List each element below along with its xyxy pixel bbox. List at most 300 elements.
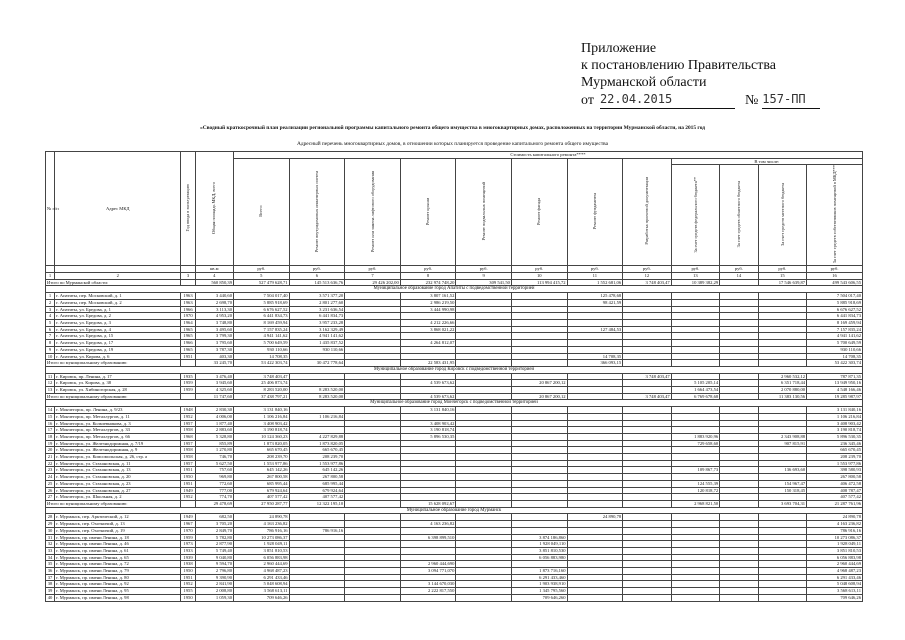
- table-cell: 37: [46, 574, 55, 581]
- table-cell: 4 953,20: [195, 313, 233, 320]
- table-cell: [456, 320, 512, 327]
- table-cell: [400, 447, 456, 454]
- table-cell: 1963: [181, 293, 195, 300]
- table-row: [46, 333, 863, 340]
- table-cell: [671, 454, 720, 461]
- table-cell: [720, 380, 758, 387]
- table-cell: 20: [46, 447, 55, 454]
- header-line-1: Приложение: [581, 41, 657, 56]
- table-cell: 3 131 840,16: [807, 407, 863, 414]
- table-cell: 1959: [181, 380, 195, 387]
- address-cell: г. Апатиты, ул. Бредова, д. 15: [55, 333, 181, 340]
- table-cell: [671, 554, 720, 561]
- table-cell: [623, 313, 672, 320]
- table-row: [46, 541, 863, 548]
- table-cell: 4 941 141,62: [807, 333, 863, 340]
- table-cell: 907 815,91: [758, 440, 807, 447]
- table-cell: 9 040,80: [195, 554, 233, 561]
- table-cell: 35: [46, 561, 55, 568]
- total-label: Итого по Мурманской области:: [46, 279, 181, 286]
- total-cell: [456, 500, 512, 507]
- table-cell: [511, 494, 567, 501]
- table-cell: [345, 427, 401, 434]
- table-cell: 1959: [181, 387, 195, 394]
- address-cell: г. Мончегорск, ул. Железнодорожная, д. 7/19: [55, 440, 181, 447]
- table-cell: [511, 433, 567, 440]
- table-cell: 17: [46, 427, 55, 434]
- table-cell: 26: [46, 487, 55, 494]
- table-cell: 3 476,40: [195, 373, 233, 380]
- table-cell: [720, 534, 758, 541]
- table-cell: [567, 420, 623, 427]
- total-cell: [181, 393, 195, 400]
- col-header-basement: Ремонт подвальных помещений: [480, 181, 486, 241]
- table-cell: [345, 594, 401, 601]
- table-cell: [671, 313, 720, 320]
- table-cell: [720, 413, 758, 420]
- table-cell: 1965: [181, 346, 195, 353]
- table-row: [46, 474, 863, 481]
- table-cell: [456, 521, 512, 528]
- table-cell: [400, 454, 456, 461]
- table-cell: 3 568 613,11: [234, 588, 290, 595]
- table-cell: 6 056 883,980: [511, 554, 567, 561]
- table-cell: 1957: [181, 440, 195, 447]
- municipality-name: Муниципальное образование город Кировск с подведомственной территорией: [46, 366, 863, 373]
- column-numbers-row: [46, 273, 863, 280]
- table-cell: [567, 574, 623, 581]
- table-cell: 1951: [181, 574, 195, 581]
- total-cell: 27 950 287,77: [234, 500, 290, 507]
- table-cell: 3 705,20: [195, 521, 233, 528]
- table-cell: 1951: [181, 480, 195, 487]
- table-cell: 685 995,44: [289, 480, 345, 487]
- table-cell: [671, 561, 720, 568]
- table-cell: [720, 467, 758, 474]
- table-cell: [511, 326, 567, 333]
- table-cell: [567, 313, 623, 320]
- table-cell: [511, 333, 567, 340]
- table-cell: 3 444 990,98: [400, 306, 456, 313]
- table-cell: [720, 554, 758, 561]
- table-cell: [345, 480, 401, 487]
- table-cell: [758, 420, 807, 427]
- table-cell: [456, 454, 512, 461]
- table-cell: [623, 387, 672, 394]
- table-cell: 2 883,60: [195, 427, 233, 434]
- table-cell: 124 555,39: [671, 480, 720, 487]
- table-cell: [400, 353, 456, 360]
- total-cell: [456, 360, 512, 367]
- table-cell: [345, 333, 401, 340]
- table-cell: [456, 326, 512, 333]
- total-cell: 29 426 202,00: [345, 279, 401, 286]
- table-cell: 4 325,60: [195, 387, 233, 394]
- table-cell: [400, 541, 456, 548]
- table-cell: 1 553 977,86: [289, 460, 345, 467]
- table-cell: 1950: [181, 474, 195, 481]
- address-cell: г. Мончегорск, ул. Кольчевникова, д. 3: [55, 420, 181, 427]
- unit-cell: руб.: [671, 266, 720, 273]
- table-cell: [720, 333, 758, 340]
- table-cell: [400, 494, 456, 501]
- table-cell: 1 903 938,910: [511, 581, 567, 588]
- table-cell: [456, 514, 512, 521]
- table-cell: 208 239,70: [234, 454, 290, 461]
- table-cell: 2 698,70: [195, 299, 233, 306]
- table-cell: 15: [46, 413, 55, 420]
- table-cell: [758, 561, 807, 568]
- address-cell: г. Мурманск, пр. имени Ленина, д. 61: [55, 547, 181, 554]
- total-label: Итого по муниципальному образованию:: [46, 360, 181, 367]
- table-cell: 408 787,47: [807, 487, 863, 494]
- table-cell: 1950: [181, 568, 195, 575]
- table-cell: 3 799,30: [195, 333, 233, 340]
- table-cell: [456, 447, 512, 454]
- table-cell: 1 106 216,84: [234, 413, 290, 420]
- table-cell: 4 968 487,23: [807, 568, 863, 575]
- table-cell: 1951: [181, 353, 195, 360]
- table-cell: [289, 594, 345, 601]
- table-cell: [720, 407, 758, 414]
- col-header-total: Всего:: [258, 205, 264, 218]
- table-cell: [345, 380, 401, 387]
- table-cell: [345, 467, 401, 474]
- col-header-foundation: Ремонт фундамента: [592, 193, 597, 230]
- table-row: [46, 527, 863, 534]
- table-cell: [720, 306, 758, 313]
- table-cell: 3 094 771,070: [400, 568, 456, 575]
- table-cell: [511, 313, 567, 320]
- table-cell: 665 670,45: [234, 447, 290, 454]
- table-cell: 4 539 673,62: [400, 380, 456, 387]
- total-cell: 3 748 403,47: [623, 279, 672, 286]
- table-cell: [511, 346, 567, 353]
- table-cell: 6 291 433,46: [234, 574, 290, 581]
- table-row: [46, 494, 863, 501]
- total-cell: 1 552 681,06: [567, 279, 623, 286]
- table-cell: [758, 293, 807, 300]
- table-cell: [511, 299, 567, 306]
- table-cell: [623, 527, 672, 534]
- table-cell: 2 008,80: [195, 588, 233, 595]
- total-cell: [345, 500, 401, 507]
- repair-plan-table: [45, 151, 863, 602]
- table-cell: 29: [46, 521, 55, 528]
- address-cell: г. Мурманск, пр. имени Ленина, д. 72: [55, 561, 181, 568]
- table-cell: 27: [46, 494, 55, 501]
- table-cell: 3 568 613,11: [807, 588, 863, 595]
- table-cell: [720, 474, 758, 481]
- table-cell: [345, 534, 401, 541]
- table-cell: [758, 594, 807, 601]
- table-cell: 3 231 636,54: [289, 306, 345, 313]
- table-cell: 21: [46, 454, 55, 461]
- table-cell: [623, 594, 672, 601]
- table-cell: 3 787,30: [195, 346, 233, 353]
- table-cell: [720, 514, 758, 521]
- table-cell: 3 945,60: [195, 380, 233, 387]
- table-cell: 1958: [181, 454, 195, 461]
- total-cell: 232 974 748,20: [400, 279, 456, 286]
- address-cell: г. Мончегорск, ул. Стахановская, д. 20: [55, 474, 181, 481]
- table-cell: 787 871,35: [807, 373, 863, 380]
- unit-cell: руб.: [720, 266, 758, 273]
- table-cell: 1: [46, 293, 55, 300]
- table-cell: [720, 487, 758, 494]
- table-cell: [758, 447, 807, 454]
- table-cell: 8 283 520,00: [234, 387, 290, 394]
- table-cell: 6 398 899,510: [400, 534, 456, 541]
- address-cell: г. Апатиты, ул. Бредова, д. 4: [55, 326, 181, 333]
- total-cell: [345, 360, 401, 367]
- table-cell: [456, 427, 512, 434]
- table-cell: [623, 427, 672, 434]
- table-cell: 3 190 818,74: [234, 427, 290, 434]
- table-cell: 4 212 226,66: [400, 320, 456, 327]
- table-row: [46, 487, 863, 494]
- table-cell: [567, 480, 623, 487]
- table-cell: 5 700 649,59: [234, 340, 290, 347]
- address-cell: г. Мурманск, пр. имени Ленина, д. 79: [55, 568, 181, 575]
- table-cell: 24 890,78: [234, 514, 290, 521]
- table-cell: [456, 541, 512, 548]
- table-cell: 1958: [181, 427, 195, 434]
- table-cell: [623, 467, 672, 474]
- total-cell: 6 769 678,68: [671, 393, 720, 400]
- total-cell: 53 422 303,74: [234, 360, 290, 367]
- total-cell: 8 283 520,00: [289, 393, 345, 400]
- table-cell: 19: [46, 440, 55, 447]
- table-cell: [289, 561, 345, 568]
- table-cell: [671, 460, 720, 467]
- unit-cell: руб.: [623, 266, 672, 273]
- col-header-facade: Ремонт фасада: [536, 197, 542, 225]
- table-cell: 40: [46, 594, 55, 601]
- table-cell: 1963: [181, 299, 195, 306]
- total-cell: [456, 393, 512, 400]
- table-cell: 729 658,60: [671, 440, 720, 447]
- table-cell: 9 594,70: [195, 561, 233, 568]
- table-row: [46, 534, 863, 541]
- address-cell: г. Апатиты, ул. Бредова, д. 17: [55, 340, 181, 347]
- table-cell: [345, 440, 401, 447]
- table-cell: [345, 474, 401, 481]
- table-cell: 25: [46, 480, 55, 487]
- table-cell: 9: [46, 346, 55, 353]
- table-row: [46, 521, 863, 528]
- table-cell: [671, 514, 720, 521]
- table-cell: [456, 594, 512, 601]
- total-cell: 366 093,15: [567, 360, 623, 367]
- table-cell: 1958: [181, 447, 195, 454]
- column-number: 12: [623, 273, 672, 280]
- table-cell: [511, 293, 567, 300]
- total-cell: 499 543 606,55: [807, 279, 863, 286]
- column-number: 2: [55, 273, 181, 280]
- table-cell: [400, 460, 456, 467]
- table-cell: [511, 306, 567, 313]
- table-cell: 786 916,16: [234, 527, 290, 534]
- table-row: [46, 373, 863, 380]
- table-cell: [671, 413, 720, 420]
- table-cell: [456, 413, 512, 420]
- col-header-local: За счет средств местного бюджета: [779, 183, 785, 246]
- table-cell: 3 495,60: [195, 326, 233, 333]
- total-row: [46, 279, 863, 286]
- table-cell: [623, 547, 672, 554]
- table-cell: [400, 467, 456, 474]
- table-row: [46, 554, 863, 561]
- col-header-area: Общая площадь МКД, всего: [211, 181, 217, 234]
- table-cell: [456, 494, 512, 501]
- address-cell: г. Кировск, ул. Хибиногорская, д. 28: [55, 387, 181, 394]
- table-cell: 7 157 835,24: [234, 326, 290, 333]
- total-cell: 33 245,70: [195, 360, 233, 367]
- table-cell: [345, 320, 401, 327]
- table-cell: [758, 534, 807, 541]
- table-cell: 3 868 021,22: [400, 326, 456, 333]
- table-cell: [345, 547, 401, 554]
- address-cell: г. Мурманск, пр. имени Ленина, д. 98: [55, 594, 181, 601]
- table-row: [46, 293, 863, 300]
- table-cell: 3 440,60: [195, 293, 233, 300]
- total-cell: 53 422 303,74: [807, 360, 863, 367]
- municipality-name: Муниципальное образование город Мурманск: [46, 507, 863, 514]
- table-cell: [567, 320, 623, 327]
- table-cell: 1965: [181, 326, 195, 333]
- table-cell: [671, 521, 720, 528]
- table-cell: [758, 320, 807, 327]
- table-cell: 22: [46, 460, 55, 467]
- table-cell: [456, 353, 512, 360]
- table-cell: 24 890,78: [807, 514, 863, 521]
- total-cell: 145 513 636,76: [289, 279, 345, 286]
- table-cell: [345, 521, 401, 528]
- table-cell: 772,60: [195, 480, 233, 487]
- table-cell: [511, 440, 567, 447]
- table-cell: [567, 494, 623, 501]
- table-cell: 774,70: [195, 494, 233, 501]
- table-row: [46, 480, 863, 487]
- table-cell: 5 896 530,35: [807, 433, 863, 440]
- table-cell: [400, 574, 456, 581]
- table-cell: [758, 454, 807, 461]
- total-cell: 19 285 987,97: [807, 393, 863, 400]
- table-cell: [567, 454, 623, 461]
- table-cell: 127 484,53: [567, 326, 623, 333]
- table-cell: [671, 353, 720, 360]
- table-cell: 1 873 820,05: [234, 440, 290, 447]
- table-cell: 1 664 473,54: [671, 387, 720, 394]
- table-cell: [758, 407, 807, 414]
- table-cell: 679 924,64: [234, 487, 290, 494]
- table-cell: [511, 521, 567, 528]
- table-cell: 6 056 883,98: [234, 554, 290, 561]
- table-cell: 6 441 834,73: [289, 313, 345, 320]
- table-cell: 18: [46, 433, 55, 440]
- col-header-systems: Ремонт внутридомовых инженерных систем: [314, 170, 320, 252]
- address-cell: г. Мончегорск, пр. Металлургов, д. 11: [55, 413, 181, 420]
- table-cell: [567, 460, 623, 467]
- table-cell: [623, 420, 672, 427]
- table-cell: 7: [46, 333, 55, 340]
- address-cell: г. Кировск, пр. Ленина, д. 17: [55, 373, 181, 380]
- table-cell: [456, 306, 512, 313]
- table-cell: [671, 420, 720, 427]
- total-cell: 17 546 639,87: [758, 279, 807, 286]
- table-cell: [720, 521, 758, 528]
- units-row: [46, 266, 863, 273]
- table-cell: 5 627,50: [195, 460, 233, 467]
- table-cell: [623, 588, 672, 595]
- table-cell: 786 916,16: [807, 527, 863, 534]
- table-cell: 679 924,64: [289, 487, 345, 494]
- table-cell: [720, 574, 758, 581]
- table-cell: [758, 554, 807, 561]
- table-cell: [456, 547, 512, 554]
- table-cell: [567, 561, 623, 568]
- table-cell: 3 162 329,49: [289, 326, 345, 333]
- total-cell: 11 383 130,56: [758, 393, 807, 400]
- table-cell: [567, 487, 623, 494]
- total-row: [46, 500, 863, 507]
- table-cell: 2 960 444,690: [400, 561, 456, 568]
- table-row: [46, 588, 863, 595]
- table-cell: [456, 480, 512, 487]
- table-cell: 5 328,80: [195, 433, 233, 440]
- table-cell: 4 227 829,88: [289, 433, 345, 440]
- total-cell: [567, 393, 623, 400]
- table-cell: [720, 454, 758, 461]
- table-cell: 406 472,58: [807, 480, 863, 487]
- address-cell: г. Мурманск, пер. Арктический, д. 12: [55, 514, 181, 521]
- column-number: 4: [195, 273, 233, 280]
- table-cell: [623, 494, 672, 501]
- table-cell: 6 291 433,46: [807, 574, 863, 581]
- table-cell: [758, 574, 807, 581]
- column-number: 8: [400, 273, 456, 280]
- col-header-design: Разработка проектной документации: [644, 177, 650, 245]
- table-cell: [671, 333, 720, 340]
- address-cell: г. Мурманск, пр. имени Ленина, д. 92: [55, 581, 181, 588]
- table-cell: [671, 547, 720, 554]
- table-cell: 3 190 818,74: [807, 427, 863, 434]
- table-cell: 5 700 649,59: [807, 340, 863, 347]
- total-cell: [671, 360, 720, 367]
- address-cell: г. Апатиты, ул. Кирова, д. 6: [55, 353, 181, 360]
- table-cell: 3 131 840,16: [234, 407, 290, 414]
- total-cell: [720, 279, 758, 286]
- table-cell: 1 883 920,96: [671, 433, 720, 440]
- total-cell: [567, 500, 623, 507]
- unit-cell: руб.: [345, 266, 401, 273]
- table-cell: 777,00: [195, 487, 233, 494]
- table-cell: [456, 561, 512, 568]
- table-cell: [511, 487, 567, 494]
- table-cell: 3 807 161,52: [400, 293, 456, 300]
- table-cell: [511, 460, 567, 467]
- table-cell: [289, 554, 345, 561]
- table-cell: [456, 346, 512, 353]
- total-cell: 3 748 403,47: [623, 393, 672, 400]
- table-cell: [671, 594, 720, 601]
- table-cell: 31: [46, 534, 55, 541]
- table-cell: 3 851 810,53: [807, 547, 863, 554]
- table-cell: [345, 387, 401, 394]
- table-cell: [289, 514, 345, 521]
- table-cell: [623, 574, 672, 581]
